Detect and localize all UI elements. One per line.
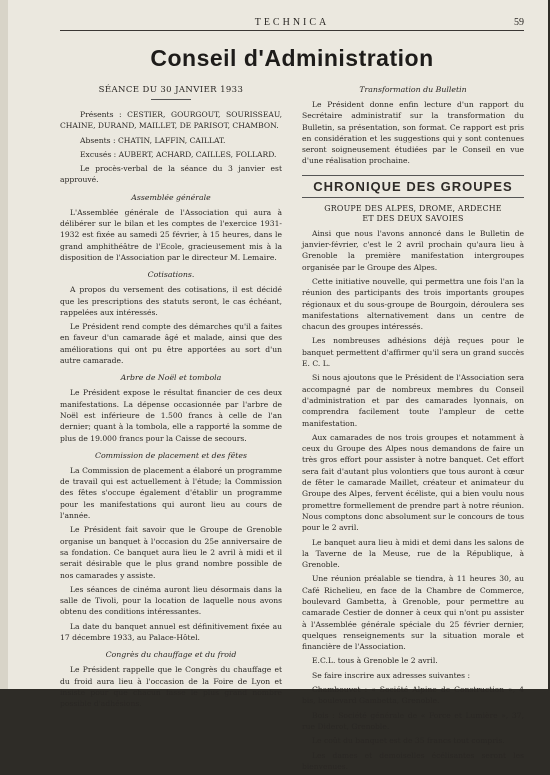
- chronique-paragraph: Le coût du banquet est de 35 francs tout compris.: [312, 736, 505, 746]
- section-paragraph: Les séances de cinéma auront lieu désormais dans la salle de Tivoli, pour la location de laquelle nous avons obtenu des conditions intéressantes.: [60, 584, 282, 617]
- chronique-paragraph: Une réunion préalable se tiendra, à 11 heures 30, au Café Richelieu, en face de la Chambre de Commerce, boulevard Gambetta, à Grenoble, pour permettre au camarade Cestier de donner à ceux qui n'ont pu assister à l'Assemblée générale spéciale du 25 février dernier, quelques renseignements sur la situation morale et financière de l'Association.: [302, 574, 524, 652]
- chronique-paragraph: Aux camarades de nos trois groupes et notamment à ceux du Groupe des Alpes nous demandons de faire un très gros effort pour assister à notre banquet. Cet effort sera fait d'autant plus volontiers que tous auront à cœur de fêter le camarade Maillet, créateur et animateur du Groupe des Alpes, fervent écéliste, qui a bien voulu nous promettre formellement de prendre part à notre réunion. Nous comptons donc absolument sur le concours de tous pour le 2 avril.: [302, 432, 524, 533]
- group-title-line: GROUPE DES ALPES, DROME, ARDECHE: [324, 203, 502, 213]
- chronique-paragraph: Les nombreuses adhésions déjà reçues pour le banquet permettent d'affirmer qu'il sera un grand succès E. C. L.: [302, 336, 524, 369]
- chronique-paragraph: Chambouvet : « Société Alpine de Construction », 4 bis, boulevard Gambetta, Grenoble.: [302, 685, 524, 706]
- section-heading: Assemblée générale: [131, 192, 211, 202]
- group-title: [302, 204, 524, 224]
- right-column: [302, 82, 524, 775]
- section-paragraph: Le Président rappelle que le Congrès du chauffage et du froid aura lieu à l'occasion de la Foire de Lyon et insiste pour que chacun fasse le plus grand nombre possible d'adhésions.: [60, 665, 282, 709]
- chronique-title: CHRONIQUE DES GROUPES: [302, 175, 524, 198]
- chronique-paragraph: Cette initiative nouvelle, qui permettra une fois l'an la réunion des participants des trois importants groupes régionaux et du sous-groupe de Bourgoin, déroulera ses manifestations alternativement dans un centre de chacun des groupes intéressés.: [302, 276, 524, 332]
- page-edge: [0, 0, 8, 689]
- section-paragraph: Le Président expose le résultat financier de ces deux manifestations. La dépense occasionnée par l'arbre de Noël est inférieure de 1.500 francs à celle de l'an dernier; quant à la tombola, elle a rapporté la somme de plus de 19.000 francs pour la Caisse de secours.: [60, 388, 282, 443]
- chronique-paragraph: Bois : Société générale de « Force et Lumière », 37, rue Diderot, Grenoble.: [302, 710, 524, 731]
- section-heading: Cotisations.: [147, 270, 195, 280]
- absents-list: Absents : CHATIN, LAFFIN, CAILLAT.: [80, 135, 226, 145]
- presents-list: Présents : CESTIER, GOURGOUT, SOURISSEAU, CHAINE, DURAND, MAILLET, DE PARISOT, CHAMBON.: [60, 110, 282, 131]
- section-paragraph: Le Président fait savoir que le Groupe de Grenoble organise un banquet à l'occasion du 25e anniversaire de sa fondation. Ce banquet aura lieu le 2 avril à midi et il serait désirable que le plus grand nombre possible de nos camarades y assiste.: [60, 525, 282, 580]
- bulletin-paragraph: Le Président donne enfin lecture d'un rapport du Secrétaire administratif sur la transformation du Bulletin, sa présentation, son format. Ce rapport est pris en considération et les suggestions qui y sont contenues seront soigneusement étudiées par le Conseil en vue d'une réalisation prochaine.: [302, 100, 524, 166]
- page-number: 59: [514, 17, 524, 28]
- section-paragraph: Le Président rend compte des démarches qu'il a faites en faveur d'un camarade âgé et malade, ainsi que des améliorations qui ont pu être apportées au sort d'un autre camarade.: [60, 322, 282, 366]
- left-column: [60, 82, 282, 775]
- seance-date: SÉANCE DU 30 JANVIER 1933: [98, 85, 244, 95]
- section-heading: Congrès du chauffage et du froid: [105, 650, 237, 660]
- chronique-paragraph: Se faire inscrire aux adresses suivantes :: [312, 670, 471, 680]
- chronique-paragraph: Si nous ajoutons que le Président de l'Association sera accompagné par de nombreux membres du Conseil d'administration et par des camarades lyonnais, on comprendra facilement toute l'ampleur de cette manifestation.: [302, 373, 524, 428]
- section-paragraph: La date du banquet annuel est définitivement fixée au 17 décembre 1933, au Palace-Hôtel.: [60, 621, 282, 642]
- chronique-paragraph: Ainsi que nous l'avons annoncé dans le Bulletin de janvier-février, c'est le 2 avril prochain qu'aura lieu à Grenoble la première manifestation intergroupes organisée par le Groupe des Alpes.: [302, 228, 524, 272]
- section-heading: Commission de placement et des fêtes: [94, 450, 248, 460]
- running-title: TECHNICA: [254, 17, 330, 28]
- section-paragraph: La Commission de placement a élaboré un programme de travail qui est actuellement à l'étude; la Commission des fêtes s'occupe également d'établir un programme pour les manifestations qui auront lieu au cours de l'année.: [60, 465, 282, 521]
- bulletin-heading: Transformation du Bulletin: [359, 85, 467, 94]
- chronique-paragraph: E.C.L. tous à Grenoble le 2 avril.: [312, 656, 438, 666]
- main-title: Conseil d'Administration: [150, 45, 434, 71]
- section-heading: Arbre de Noël et tombola: [120, 373, 222, 383]
- group-title-line: ET DES DEUX SAVOIES: [362, 213, 464, 223]
- two-column-body: [60, 82, 524, 775]
- chronique-paragraph: Le banquet aura lieu à midi et demi dans les salons de la Taverne de la Meuse, rue de la République, à Grenoble.: [302, 537, 524, 570]
- section-paragraph: A propos du versement des cotisations, il est décidé que les prescriptions des statuts seront, le cas échéant, rappelées aux intéressés.: [60, 285, 282, 317]
- section-paragraph: L'Assemblée générale de l'Association qui aura à délibérer sur le bilan et les comptes de l'exercice 1931-1932 est fixée au samedi 25 février, à 15 heures, dans le grand amphithéâtre de l'Ecole, gracieusement mis à la disposition de l'Association par le directeur M. Lemaire.: [60, 207, 282, 262]
- running-header: [60, 0, 524, 31]
- separator-rule: [151, 99, 191, 100]
- chronique-paragraph: Les dames et demoiselles écélisantes seront les bienvenues.: [302, 750, 524, 771]
- proces-verbal: Le procès-verbal de la séance du 3 janvier est approuvé.: [60, 164, 282, 185]
- excuses-list: Excusés : AUBERT, ACHARD, CAILLES, FOLLARD.: [80, 149, 277, 159]
